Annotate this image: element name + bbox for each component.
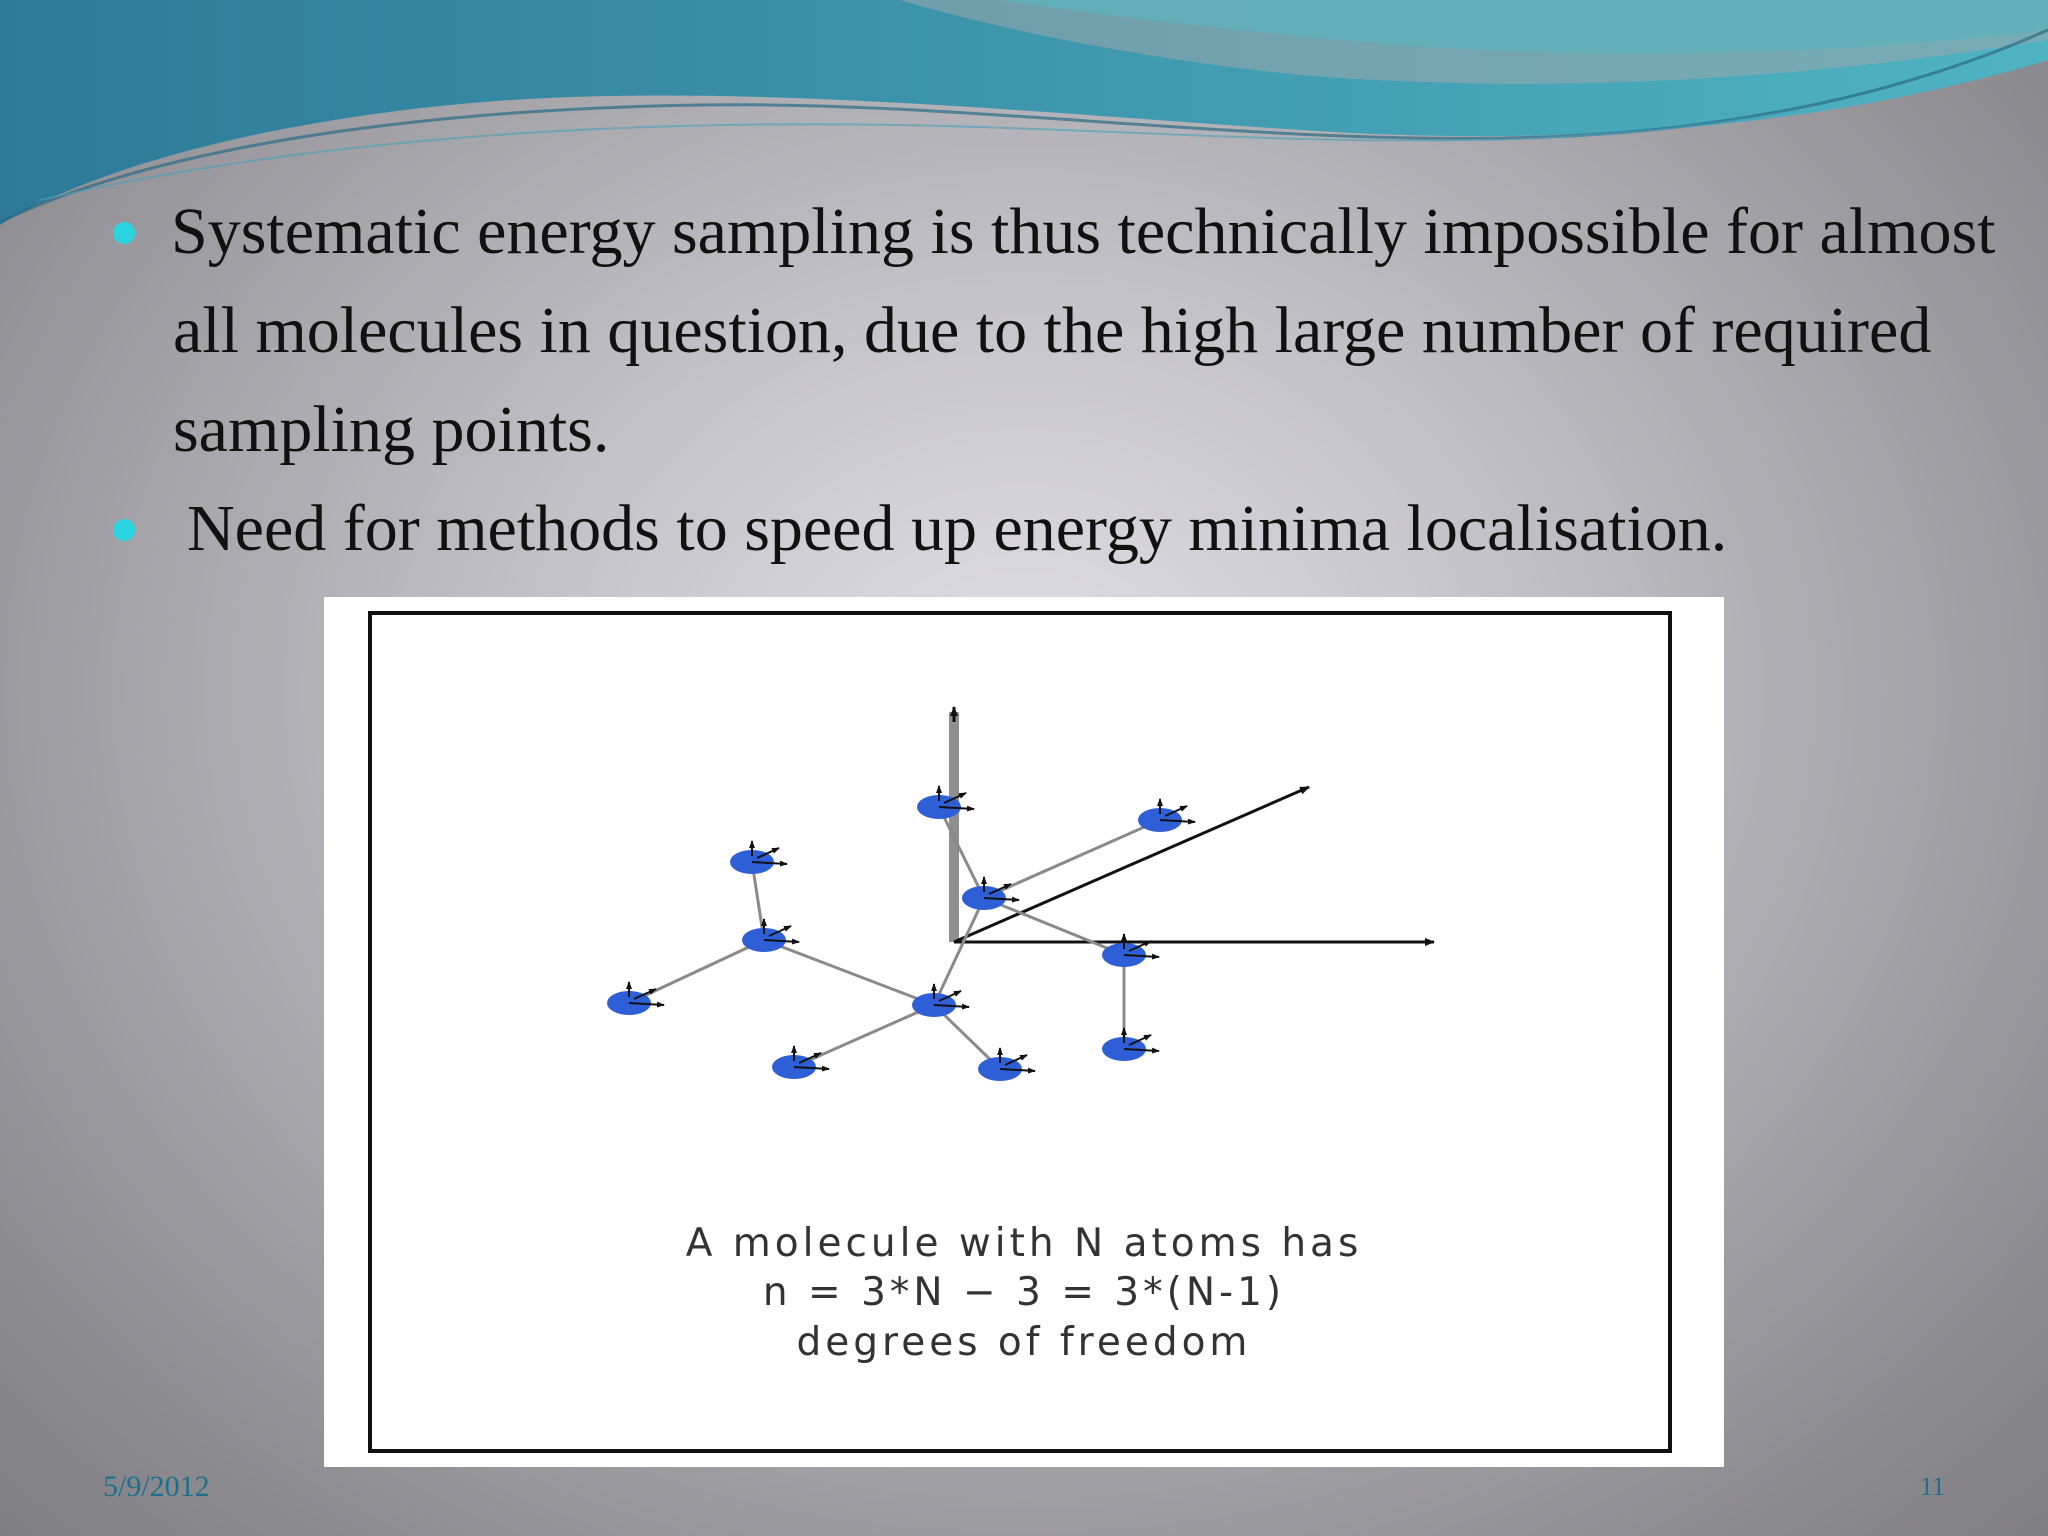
footer-page-number: 11 xyxy=(1919,1472,1945,1501)
bullet-dot-icon xyxy=(113,519,135,541)
bullet-item xyxy=(105,182,2005,479)
bullet-text: Systematic energy sampling is thus technically impossible for almost all molecules in question, due to the high large number of required sampling points. xyxy=(171,195,1996,466)
figure-caption-formula: n = 3*N − 3 = 3*(N-1) xyxy=(762,1270,1286,1315)
figure-caption-line: A molecule with N atoms has xyxy=(685,1221,1363,1266)
bullet-list xyxy=(105,182,2005,578)
molecule-figure xyxy=(324,597,1724,1467)
bullet-dot-icon xyxy=(113,222,135,244)
footer-date: 5/9/2012 xyxy=(103,1470,210,1503)
bullet-text: Need for methods to speed up energy minima localisation. xyxy=(187,492,1728,565)
figure-caption-line: degrees of freedom xyxy=(796,1320,1252,1365)
bullet-item xyxy=(105,479,2005,578)
